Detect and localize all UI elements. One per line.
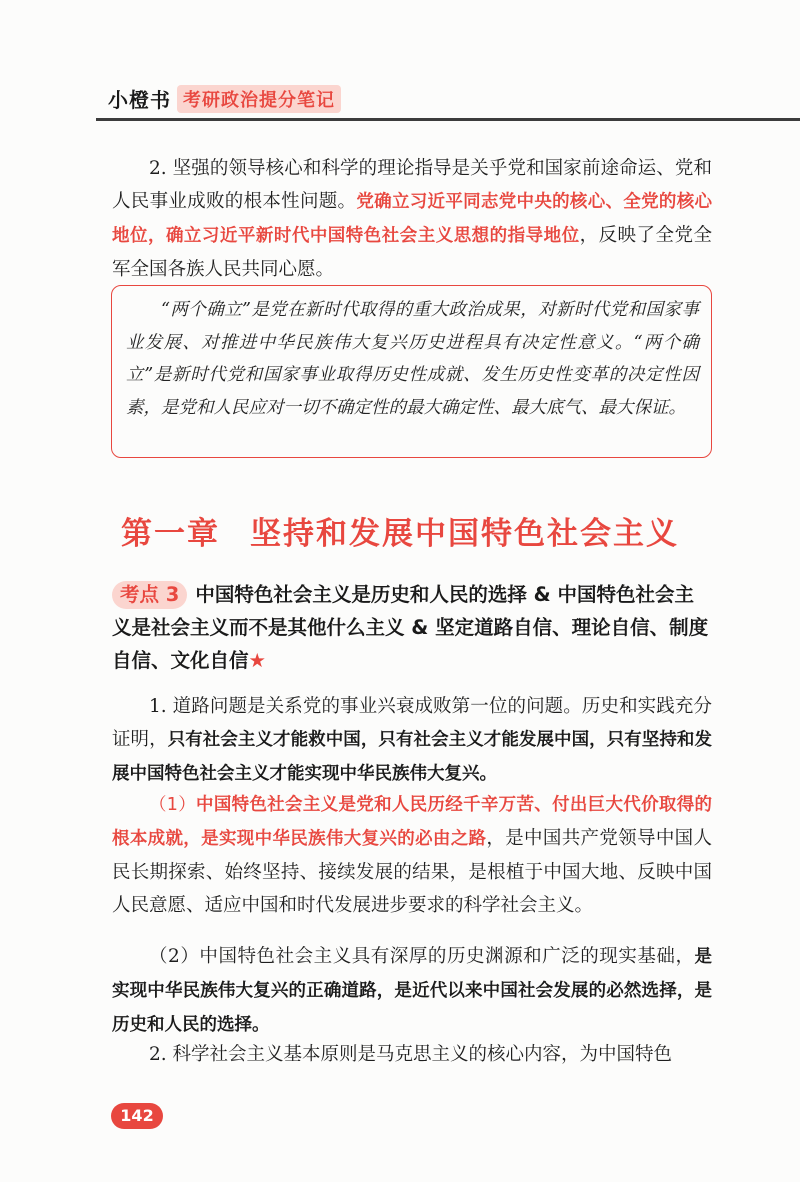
paragraph-2-red-2: 是实现中华民族伟大复兴的必由之路: [201, 829, 487, 849]
chapter-name: 坚持和发展中国特色社会主义: [250, 516, 679, 552]
paragraph-2: [112, 788, 712, 922]
star-icon: ★: [248, 649, 266, 672]
summary-text: “两个确立”是党在新时代取得的重大政治成果，对新时代党和国家事业发展、对推进中华民族伟大复兴历史进程具有决定性意义。“两个确立”是新时代党和国家事业取得历史性成就、发生历史性变革的决定性因素，是党和人民应对一切不确定性的最大确定性、最大底气、最大保证。: [126, 300, 699, 418]
paragraph-1: [112, 690, 712, 791]
paragraph-3: [112, 940, 712, 1042]
paragraph-1-text: 1. 道路问题是关系党的事业兴衰成败第一位的问题。历史和实践充分证明，: [112, 696, 712, 750]
paragraph-3-bold: 是实现中华民族伟大复兴的正确道路，是近代以来中国社会发展的必然选择，是历史和人民的选择。: [112, 947, 712, 1035]
paragraph-4-text: 2. 科学社会主义基本原则是马克思主义的核心内容，为中国特色: [149, 1044, 673, 1065]
intro-text-end: ，反映了全党全军全国各族人民共同心愿。: [112, 225, 712, 280]
chapter-number: 第一章: [121, 516, 220, 552]
book-brand: 小橙书: [108, 88, 171, 112]
chapter-title: [0, 508, 800, 553]
paragraph-2-red: 中国特色社会主义是党和人民历经千辛万苦、付出巨大代价取得的根本成就，: [112, 795, 712, 849]
intro-highlight: 党确立习近平同志党中央的核心、全党的核心地位，确立习近平新时代中国特色社会主义思想的指导地位: [112, 192, 712, 246]
paragraph-2-text: ，是中国共产党领导中国人民长期探索、始终坚持、接续发展的结果，是根植于中国大地、反映中国人民意愿、适应中国和时代发展进步要求的科学社会主义。: [112, 828, 712, 916]
kaodian-heading: [112, 578, 712, 677]
paragraph-2-number: （1）: [149, 795, 197, 815]
summary-box: [111, 285, 712, 458]
header-rule: [96, 118, 800, 121]
intro-paragraph: [112, 152, 712, 286]
kaodian-tag: 考点 3: [112, 581, 187, 609]
kaodian-title: 中国特色社会主义是历史和人民的选择 & 中国特色社会主义是社会主义而不是其他什么主义 & 坚定道路自信、理论自信、制度自信、文化自信: [112, 583, 709, 672]
intro-text: 2. 坚强的领导核心和科学的理论指导是关乎党和国家前途命运、党和人民事业成败的根本性问题。: [112, 158, 712, 212]
paragraph-1-bold: 只有社会主义才能救中国，只有社会主义才能发展中国，只有坚持和发展中国特色社会主义才能实现中华民族伟大复兴。: [112, 730, 712, 784]
paragraph-4: [112, 1038, 712, 1071]
page-number: 142: [111, 1103, 163, 1129]
running-header: [108, 84, 341, 113]
paragraph-3-text: （2）中国特色社会主义具有深厚的历史渊源和广泛的现实基础，: [149, 946, 695, 967]
book-subtitle: 考研政治提分笔记: [177, 85, 341, 113]
